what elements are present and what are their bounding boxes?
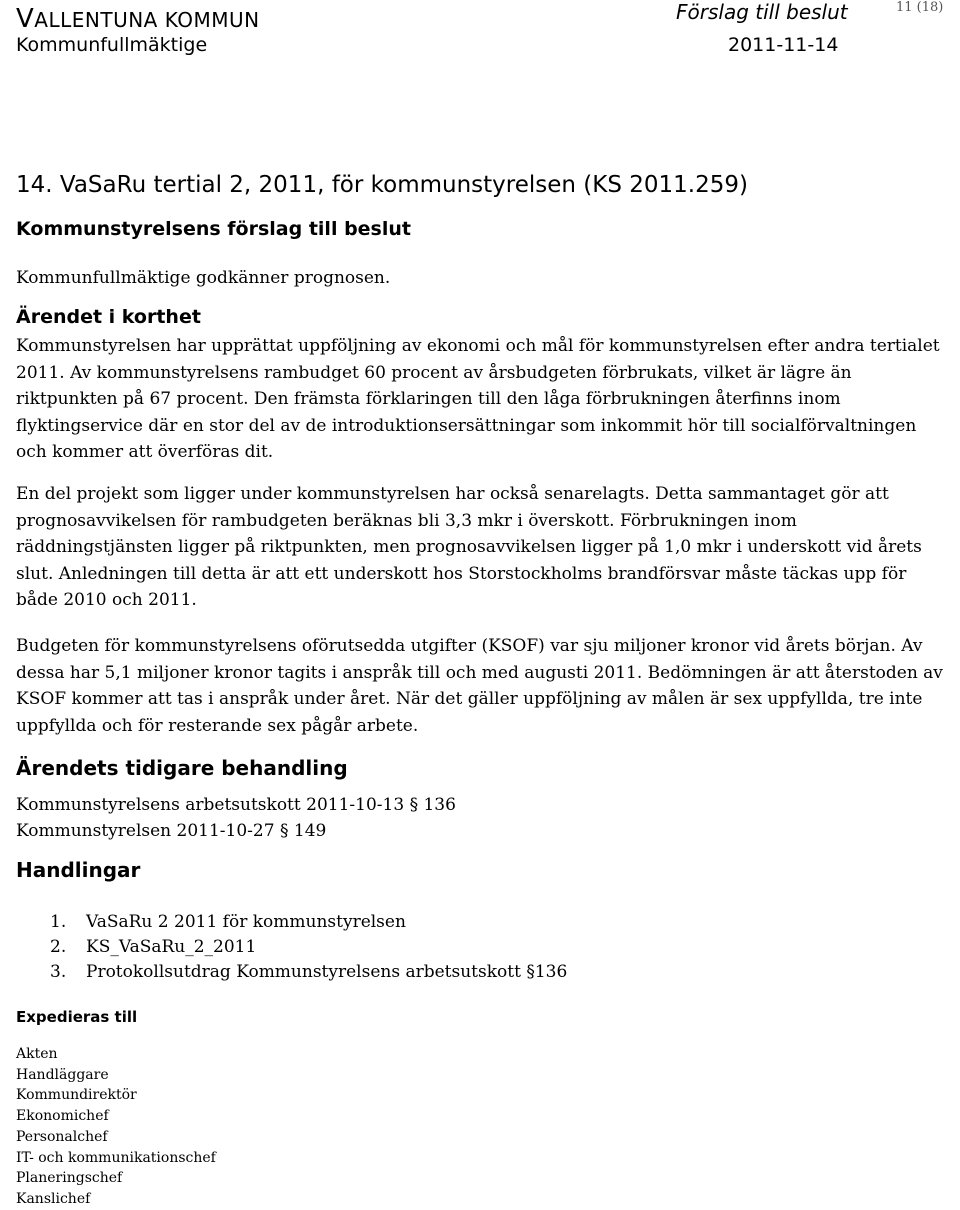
history-heading: Ärendets tidigare behandling — [16, 756, 348, 780]
document-item — [50, 935, 567, 960]
proposal-text: Kommunfullmäktige godkänner prognosen. — [16, 268, 391, 288]
documents-heading: Handlingar — [16, 858, 141, 882]
recipient: Akten — [16, 1046, 58, 1062]
document-number: 2. — [50, 937, 67, 957]
summary-heading: Ärendet i korthet — [16, 306, 201, 328]
document-date: 2011-11-14 — [728, 34, 839, 56]
document-number: 3. — [50, 962, 67, 982]
summary-paragraph-1: Kommunstyrelsen har upprättat uppföljning av ekonomi och mål för kommunstyrelsen efter andra tertialet 2011. Av kommunstyrelsens rambudget 60 procent av årsbudgeten förbrukats, vilket är lägre än riktpunkten på 67 procent. Den främsta förklaringen till den låga förbrukningen återfinns inom flyktingservice där en stor del av de introduktionsersättningar som inkommit hör till socialförvaltningen och kommer att överföras dit. — [16, 336, 940, 462]
history-entry-text: Kommunstyrelsens arbetsutskott 2011-10-13 — [16, 795, 410, 815]
history-entry — [16, 816, 326, 846]
documents-list — [50, 910, 567, 985]
document-status: Förslag till beslut — [676, 0, 848, 24]
document-item — [50, 910, 567, 935]
organization-name — [16, 4, 260, 34]
history-entry-number: 136 — [418, 795, 456, 815]
recipient: Kommundirektör — [16, 1087, 137, 1104]
distribution-heading: Expedieras till — [16, 1008, 138, 1026]
proposal-heading: Kommunstyrelsens förslag till beslut — [16, 218, 411, 240]
document-title-text: Protokollsutdrag Kommunstyrelsens arbetsutskott — [86, 962, 527, 982]
document-title: VaSaRu 2 2011 för kommunstyrelsen — [86, 912, 406, 932]
document-title — [86, 960, 567, 985]
page-number: 11 (18) — [896, 0, 944, 15]
recipient: IT- och kommunikationschef — [16, 1149, 216, 1166]
history-entry-text: Kommunstyrelsen 2011-10-27 — [16, 821, 280, 841]
summary-paragraph-3: Budgeten för kommunstyrelsens oförutsedda utgifter (KSOF) var sju miljoner kronor vid årets början. Av dessa har 5,1 miljoner kronor tagits i anspråk till och med augusti 2011. Bedömningen är att återstoden av KSOF kommer att tas i anspråk under året. När det gäller uppföljning av målen är sex uppfyllda, tre inte uppfyllda och för resterande sex pågår arbete. — [16, 636, 943, 736]
recipient: Kanslichef — [16, 1190, 91, 1207]
organization-name-rest: ALLENTUNA KOMMUN — [34, 8, 260, 32]
section-sign: § — [409, 795, 419, 815]
document-title: KS_VaSaRu_2_2011 — [86, 937, 257, 957]
section-sign: § — [526, 962, 535, 982]
document-number: 1. — [50, 912, 67, 932]
organization-initial: V — [16, 4, 35, 34]
recipient: Personalchef — [16, 1128, 108, 1145]
recipient: Handläggare — [16, 1066, 109, 1083]
document-item — [50, 960, 567, 985]
recipient: Ekonomichef — [16, 1108, 109, 1125]
document-title-suffix: 136 — [534, 962, 568, 982]
summary-paragraph-2: En del projekt som ligger under kommunstyrelsen har också senarelagts. Detta sammantaget gör att prognosavvikelsen för rambudgeten beräknas bli 3,3 mkr i överskott. Förbrukningen inom räddningstjänsten ligger på riktpunkten, men prognosavvikelsen ligger på 1,0 mkr i underskott vid årets slut. Anledningen till detta är att ett underskott hos Storstockholms brandförsvar måste täckas upp för både 2010 och 2011. — [16, 484, 922, 610]
decision-body: Kommunfullmäktige — [16, 34, 208, 56]
recipient: Planeringschef — [16, 1170, 123, 1187]
item-title: 14. VaSaRu tertial 2, 2011, för kommunstyrelsen (KS 2011.259) — [16, 172, 748, 198]
section-sign: § — [279, 821, 289, 841]
recipients-list — [16, 1044, 216, 1210]
history-entry-number: 149 — [288, 821, 327, 841]
